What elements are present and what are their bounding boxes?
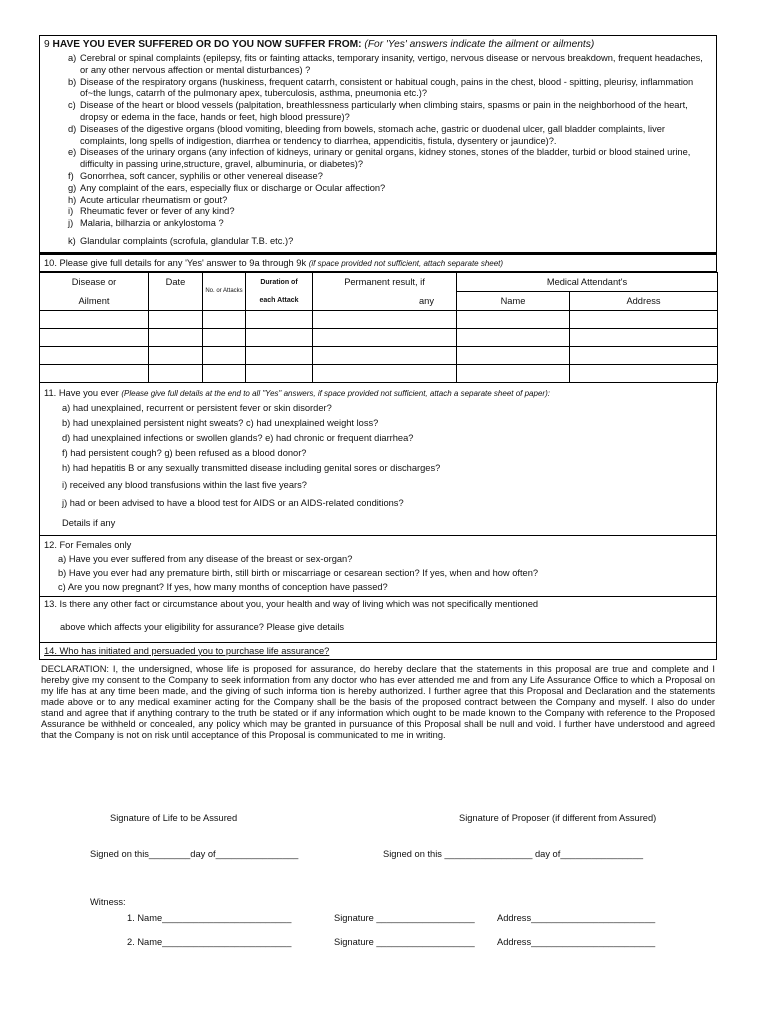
list-item bbox=[44, 77, 712, 101]
witness-label: Witness: bbox=[90, 897, 126, 907]
question-11-line: d) had unexplained infections or swollen glands? e) had chronic or frequent diarrhea? bbox=[62, 432, 414, 443]
question-11-line: f) had persistent cough? g) been refused as a blood donor? bbox=[62, 447, 307, 458]
col-date-header-2 bbox=[149, 291, 203, 310]
details-if-any-label: Details if any bbox=[62, 517, 116, 528]
question-12-line: b) Have you ever had any premature birth, still birth or miscarriage or cesarean section? If yes, when and how often? bbox=[58, 567, 539, 578]
question-10-text: 10. Please give full details for any 'Yes' answer to 9a through 9k bbox=[44, 257, 307, 268]
list-item-label: a) bbox=[68, 53, 77, 63]
question-11-line: a) had unexplained, recurrent or persistent fever or skin disorder? bbox=[62, 402, 332, 413]
witness-2-name-field[interactable]: 2. Name_________________________ bbox=[127, 937, 292, 947]
question-14-text: 14. Who has initiated and persuaded you to purchase life assurance? bbox=[44, 645, 330, 656]
question-13-line-1: 13. Is there any other fact or circumstance about you, your health and way of living which was not specifically mentioned bbox=[44, 598, 539, 609]
list-item-label: h) bbox=[68, 194, 77, 205]
list-item-text: Any complaint of the ears, especially flux or discharge or Ocular affection? bbox=[80, 182, 386, 193]
table-row[interactable] bbox=[40, 310, 718, 328]
witness-1-address-field[interactable]: Address________________________ bbox=[497, 913, 656, 923]
witness-2-address-field[interactable]: Address________________________ bbox=[497, 937, 656, 947]
declaration-text: DECLARATION: I, the undersigned, whose life is proposed for assurance, do hereby declare that the statements in this proposal are true and complete and I hereby give my consent to the Company to seek information from any doctor who has ever attended me and from any Life Assurance Office to which a Proposal on my life has at any time been made, and the giving of such informa tion is hereby authorized. I further agree that this Proposal and Declaration and the statements made above or to any medical examiner acting for the Company shall be the basis of the proposed contract between the Company and myself. I also do under stand and agree that if anything contrary to the truth be stated or if any information which ought to be made known to the Company with reference to the Proposed Assurance be withheld or concealed, any policy which may be granted in pursuance of this Proposal shall be null and void. I further have understood and agreed that the Company is not on risk until acceptance of this Proposal is communicated to me in writing. bbox=[41, 663, 715, 741]
col-duration-header: Duration of bbox=[246, 272, 313, 291]
question-11-section bbox=[39, 383, 717, 536]
question-11-text: 11. Have you ever bbox=[44, 387, 119, 398]
question-13-line-2: above which affects your eligibility for assurance? Please give details bbox=[60, 621, 345, 632]
list-item-label: c) bbox=[68, 100, 76, 111]
list-item-label: g) bbox=[68, 182, 77, 193]
question-11-intro bbox=[44, 386, 712, 401]
question-9-note: (For 'Yes' answers indicate the ailment or ailments) bbox=[364, 39, 595, 50]
col-name-header: Name bbox=[457, 291, 570, 310]
ailment-details-table bbox=[39, 272, 718, 383]
witness-1-name-field[interactable]: 1. Name_________________________ bbox=[127, 913, 292, 923]
list-item-label: f) bbox=[68, 170, 74, 181]
list-item-label: d) bbox=[68, 123, 77, 134]
table-subheader-row bbox=[40, 291, 718, 310]
question-10-prompt bbox=[39, 253, 717, 272]
list-item-text: Acute articular rheumatism or gout? bbox=[80, 194, 228, 205]
list-item bbox=[44, 171, 712, 183]
signed-on-right[interactable]: Signed on this _________________ day of________________ bbox=[383, 849, 644, 859]
list-item-label: e) bbox=[68, 147, 77, 158]
list-item-text: Glandular complaints (scrofula, glandular T.B. etc.)? bbox=[80, 235, 294, 246]
list-item bbox=[44, 147, 712, 171]
list-item-text: Diseases of the urinary organs (any infection of kidneys, urinary or genital organs, kidney stones, stones of the bladder, turbid or blood stained urine, difficulty in passing urine,structure, gravel, albuminuria, or diabetes)? bbox=[80, 147, 691, 170]
list-item bbox=[44, 195, 712, 207]
table-row[interactable] bbox=[40, 328, 718, 346]
col-duration-header-2: each Attack bbox=[246, 291, 313, 310]
question-9-title: HAVE YOU EVER SUFFERED OR DO YOU NOW SUFFER FROM bbox=[52, 39, 359, 50]
proposal-form bbox=[39, 35, 717, 741]
list-item-label: k) bbox=[68, 235, 76, 246]
list-item bbox=[44, 53, 712, 77]
list-item-text: Cerebral or spinal complaints (epilepsy, fits or fainting attacks, temporary insanity, vertigo, nervous disease or nervous breakdown, frequent headaches, or any other nervous affection or mental disturbances) ? bbox=[80, 53, 703, 75]
list-item bbox=[44, 218, 712, 230]
list-item-text: Rheumatic fever or fever of any kind? bbox=[80, 206, 235, 217]
question-14-section bbox=[39, 643, 717, 660]
list-item bbox=[44, 100, 712, 124]
list-item-label: b) bbox=[68, 76, 77, 87]
question-10-note: (if space provided not sufficient, attach separate sheet) bbox=[308, 258, 504, 268]
list-item-text: Disease of the heart or blood vessels (palpitation, breathlessness particularly when climbing stairs, spasms or pain in the neighborhood of the heart, dropsy or edema in the face, hands or feet, high blood pressure)? bbox=[80, 100, 688, 122]
life-assured-signature-label: Signature of Life to be Assured bbox=[110, 813, 238, 823]
question-13-section bbox=[39, 597, 717, 643]
list-item-text: Diseases of the digestive organs (blood vomiting, bleeding from bowels, stomach ache, gastric or duodenal ulcer, gall bladder complaints, liver complaints, long spells of indigestion, diarrhea or tendency to diarrhea, appendicitis, fistula, dysentery or jaundice)?. bbox=[80, 123, 665, 146]
table-row[interactable] bbox=[40, 346, 718, 364]
question-9-section bbox=[39, 35, 717, 253]
question-11-line: b) had unexplained persistent night sweats? c) had unexplained weight loss? bbox=[62, 417, 379, 428]
col-address-header: Address bbox=[570, 291, 718, 310]
col-disease-header: Disease or bbox=[40, 272, 149, 291]
list-item bbox=[44, 206, 712, 218]
question-12-line: a) Have you ever suffered from any disease of the breast or sex-organ? bbox=[58, 553, 353, 564]
question-12-section bbox=[39, 536, 717, 597]
question-11-note: (Please give full details at the end to all "Yes" answers, if space provided not sufficient, attach a separate sheet of paper): bbox=[121, 388, 550, 398]
signed-on-left[interactable]: Signed on this________day of________________ bbox=[90, 849, 299, 859]
col-disease-header-2: Ailment bbox=[40, 291, 149, 310]
question-11-line: j) had or been advised to have a blood test for AIDS or an AIDS-related conditions? bbox=[62, 497, 404, 508]
list-item-text: Malaria, bilharzia or ankylostoma ? bbox=[80, 218, 224, 229]
table-row[interactable] bbox=[40, 364, 718, 382]
question-9-number: 9 bbox=[44, 39, 50, 50]
list-item-label: i) bbox=[68, 206, 74, 217]
proposer-signature-label: Signature of Proposer (if different from Assured) bbox=[459, 813, 657, 823]
question-11-line: h) had hepatitis B or any sexually transmitted disease including genital sores or discharges? bbox=[62, 462, 441, 473]
witness-2-signature-field[interactable]: Signature ___________________ bbox=[334, 937, 475, 947]
col-permanent-header: Permanent result, if bbox=[313, 272, 457, 291]
list-item bbox=[44, 124, 712, 148]
witness-1-signature-field[interactable]: Signature ___________________ bbox=[334, 913, 475, 923]
table-header-row bbox=[40, 272, 718, 291]
question-12-heading: 12. For Females only bbox=[44, 539, 132, 550]
question-11-line: i) received any blood transfusions within the last five years? bbox=[62, 479, 307, 490]
col-attendant-header: Medical Attendant's bbox=[457, 272, 718, 291]
list-item bbox=[44, 236, 712, 248]
list-item-label: j) bbox=[68, 218, 74, 229]
question-9-items bbox=[44, 53, 712, 248]
list-item-text: Disease of the respiratory organs (huskiness, frequent catarrh, consistent or habitual cough, pains in the chest, blood - spitting, pleurisy, inflammation of~the lungs, catarrh of the pulmonary apex, tuberculosis, asthma, pneumonia etc.)? bbox=[80, 76, 694, 99]
col-attacks-header: No. or Attacks bbox=[203, 272, 246, 310]
question-9-heading: 9 HAVE YOU EVER SUFFERED OR DO YOU NOW SUFFER FROM: (For 'Yes' answers indicate the ailment or ailments) bbox=[44, 39, 595, 50]
col-date-header: Date bbox=[149, 272, 203, 291]
question-12-line: c) Are you now pregnant? If yes, how many months of conception have passed? bbox=[58, 581, 388, 592]
list-item bbox=[44, 183, 712, 195]
list-item-text: Gonorrhea, soft cancer, syphilis or other venereal disease? bbox=[80, 170, 323, 181]
col-permanent-header-2: any bbox=[313, 291, 457, 310]
